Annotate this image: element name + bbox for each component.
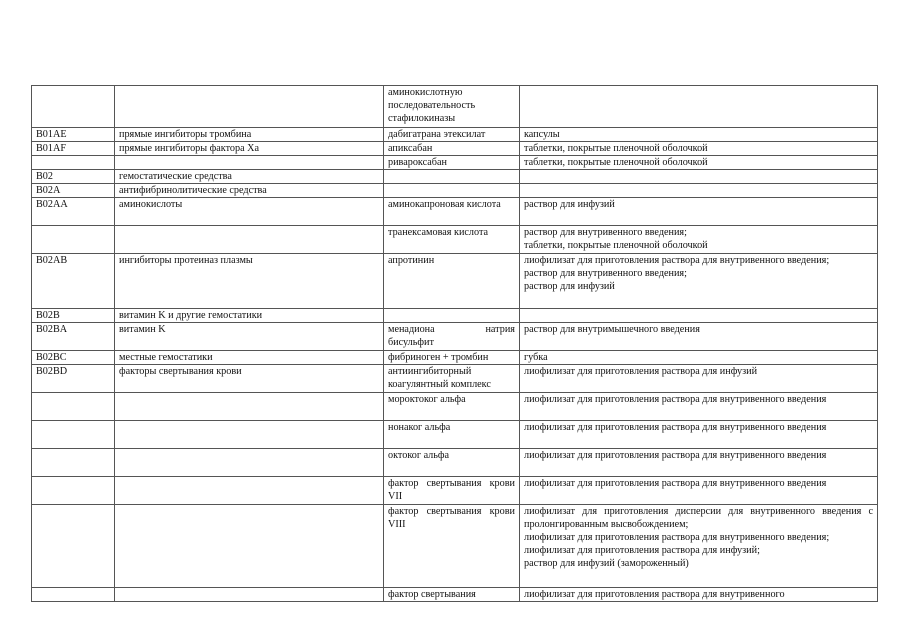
- atc-code-cell: [32, 393, 115, 421]
- dosage-form-cell: [520, 505, 878, 588]
- drug-name-cell: октоког альфа: [384, 449, 520, 477]
- dosage-form-line: лиофилизат для приготовления дисперсии для внутривенного введения с пролонгированным высвобождением;: [524, 506, 873, 530]
- dosage-form-cell: [520, 323, 878, 351]
- dosage-form-line: лиофилизат для приготовления раствора для внутривенного введения: [524, 450, 827, 461]
- atc-code-cell: B02BA: [32, 323, 115, 351]
- drug-name-cell: мороктоког альфа: [384, 393, 520, 421]
- pharmacological-group-cell: прямые ингибиторы фактора Xa: [115, 142, 384, 156]
- pharmacological-group-cell: гемостатические средства: [115, 170, 384, 184]
- table-row: [32, 365, 878, 393]
- atc-code-cell: B02: [32, 170, 115, 184]
- pharmacological-group-cell: [115, 393, 384, 421]
- pharmacological-group-cell: местные гемостатики: [115, 351, 384, 365]
- pharmacological-group-cell: [115, 505, 384, 588]
- dosage-form-cell: [520, 128, 878, 142]
- dosage-form-cell: [520, 365, 878, 393]
- table-row: [32, 226, 878, 254]
- pharmacological-group-cell: [115, 588, 384, 602]
- dosage-form-cell: [520, 588, 878, 602]
- dosage-form-line: раствор для внутримышечного введения: [524, 324, 700, 335]
- dosage-form-line: таблетки, покрытые пленочной оболочкой: [524, 240, 708, 251]
- dosage-form-line: раствор для инфузий: [524, 199, 615, 210]
- atc-code-cell: B02AB: [32, 254, 115, 309]
- dosage-form-line: раствор для внутривенного введения;: [524, 268, 687, 279]
- atc-code-cell: [32, 505, 115, 588]
- table-row: [32, 421, 878, 449]
- drug-name-cell: аминокислотную последовательность стафилокиназы: [384, 86, 520, 128]
- pharmacological-group-cell: прямые ингибиторы тромбина: [115, 128, 384, 142]
- dosage-form-line: раствор для инфузий (замороженный): [524, 558, 689, 569]
- table-row: [32, 184, 878, 198]
- dosage-form-line: губка: [524, 352, 548, 363]
- table-row: [32, 86, 878, 128]
- dosage-form-cell: [520, 254, 878, 309]
- dosage-form-cell: [520, 421, 878, 449]
- dosage-form-cell: [520, 198, 878, 226]
- dosage-form-cell: [520, 449, 878, 477]
- dosage-form-cell: [520, 477, 878, 505]
- table-row: [32, 156, 878, 170]
- drug-name-cell: нонаког альфа: [384, 421, 520, 449]
- atc-code-cell: B02BC: [32, 351, 115, 365]
- drug-name-cell: фактор свертывания крови VII: [384, 477, 520, 505]
- drug-name-cell: [384, 309, 520, 323]
- dosage-form-line: таблетки, покрытые пленочной оболочкой: [524, 143, 708, 154]
- dosage-form-cell: [520, 184, 878, 198]
- dosage-form-line: лиофилизат для приготовления раствора для внутривенного введения: [524, 478, 827, 489]
- dosage-form-line: капсулы: [524, 129, 560, 140]
- pharmacological-group-cell: [115, 226, 384, 254]
- pharmacological-group-cell: ингибиторы протеиназ плазмы: [115, 254, 384, 309]
- dosage-form-line: лиофилизат для приготовления раствора для инфузий: [524, 366, 758, 377]
- table-row: [32, 393, 878, 421]
- pharmacological-group-cell: витамин K и другие гемостатики: [115, 309, 384, 323]
- drug-name-cell: дабигатрана этексилат: [384, 128, 520, 142]
- table-row: [32, 351, 878, 365]
- table-row: [32, 505, 878, 588]
- dosage-form-line: лиофилизат для приготовления раствора для внутривенного введения: [524, 422, 827, 433]
- drug-name-cell: [384, 170, 520, 184]
- atc-code-cell: [32, 588, 115, 602]
- atc-code-cell: [32, 226, 115, 254]
- table-row: [32, 142, 878, 156]
- drug-name-cell: ривароксабан: [384, 156, 520, 170]
- pharmacological-group-cell: [115, 156, 384, 170]
- atc-code-cell: [32, 449, 115, 477]
- atc-code-cell: B02BD: [32, 365, 115, 393]
- pharmacological-group-cell: [115, 86, 384, 128]
- table-row: [32, 477, 878, 505]
- atc-code-cell: B01AE: [32, 128, 115, 142]
- table-row: [32, 170, 878, 184]
- dosage-form-line: лиофилизат для приготовления раствора для внутривенного: [524, 589, 785, 600]
- table-row: [32, 323, 878, 351]
- dosage-form-line: раствор для инфузий: [524, 281, 615, 292]
- drug-name-cell: фактор свертывания: [384, 588, 520, 602]
- atc-code-cell: B02A: [32, 184, 115, 198]
- dosage-form-line: раствор для внутривенного введения;: [524, 227, 687, 238]
- table-body: [32, 86, 878, 602]
- table-row: [32, 588, 878, 602]
- drug-name-cell: антиингибиторный коагулянтный комплекс: [384, 365, 520, 393]
- atc-code-cell: B02AA: [32, 198, 115, 226]
- table-row: [32, 309, 878, 323]
- atc-code-cell: B02B: [32, 309, 115, 323]
- dosage-form-line: лиофилизат для приготовления раствора для внутривенного введения: [524, 394, 827, 405]
- pharmacological-group-cell: факторы свертывания крови: [115, 365, 384, 393]
- table-row: [32, 254, 878, 309]
- dosage-form-cell: [520, 226, 878, 254]
- pharmacological-group-cell: [115, 477, 384, 505]
- dosage-form-cell: [520, 309, 878, 323]
- dosage-form-line: лиофилизат для приготовления раствора для внутривенного введения;: [524, 532, 830, 543]
- drug-name-cell: фибриноген + тромбин: [384, 351, 520, 365]
- atc-code-cell: [32, 86, 115, 128]
- pharmacological-group-cell: аминокислоты: [115, 198, 384, 226]
- dosage-form-line: таблетки, покрытые пленочной оболочкой: [524, 157, 708, 168]
- drug-name-cell: апротинин: [384, 254, 520, 309]
- dosage-form-cell: [520, 156, 878, 170]
- drug-name-cell: [384, 184, 520, 198]
- table-row: [32, 198, 878, 226]
- pharmacological-group-cell: антифибринолитические средства: [115, 184, 384, 198]
- atc-code-cell: B01AF: [32, 142, 115, 156]
- drug-classification-table: [31, 85, 878, 602]
- dosage-form-cell: [520, 351, 878, 365]
- dosage-form-cell: [520, 393, 878, 421]
- atc-code-cell: [32, 477, 115, 505]
- dosage-form-cell: [520, 86, 878, 128]
- table-row: [32, 128, 878, 142]
- pharmacological-group-cell: витамин K: [115, 323, 384, 351]
- drug-name-cell: транексамовая кислота: [384, 226, 520, 254]
- dosage-form-line: лиофилизат для приготовления раствора для инфузий;: [524, 545, 760, 556]
- dosage-form-cell: [520, 170, 878, 184]
- drug-name-cell: менадиона натрия бисульфит: [384, 323, 520, 351]
- drug-name-cell: апиксабан: [384, 142, 520, 156]
- drug-name-cell: фактор свертывания крови VIII: [384, 505, 520, 588]
- atc-code-cell: [32, 156, 115, 170]
- dosage-form-cell: [520, 142, 878, 156]
- drug-name-cell: аминокапроновая кислота: [384, 198, 520, 226]
- table-row: [32, 449, 878, 477]
- dosage-form-line: лиофилизат для приготовления раствора для внутривенного введения;: [524, 255, 830, 266]
- pharmacological-group-cell: [115, 449, 384, 477]
- atc-code-cell: [32, 421, 115, 449]
- pharmacological-group-cell: [115, 421, 384, 449]
